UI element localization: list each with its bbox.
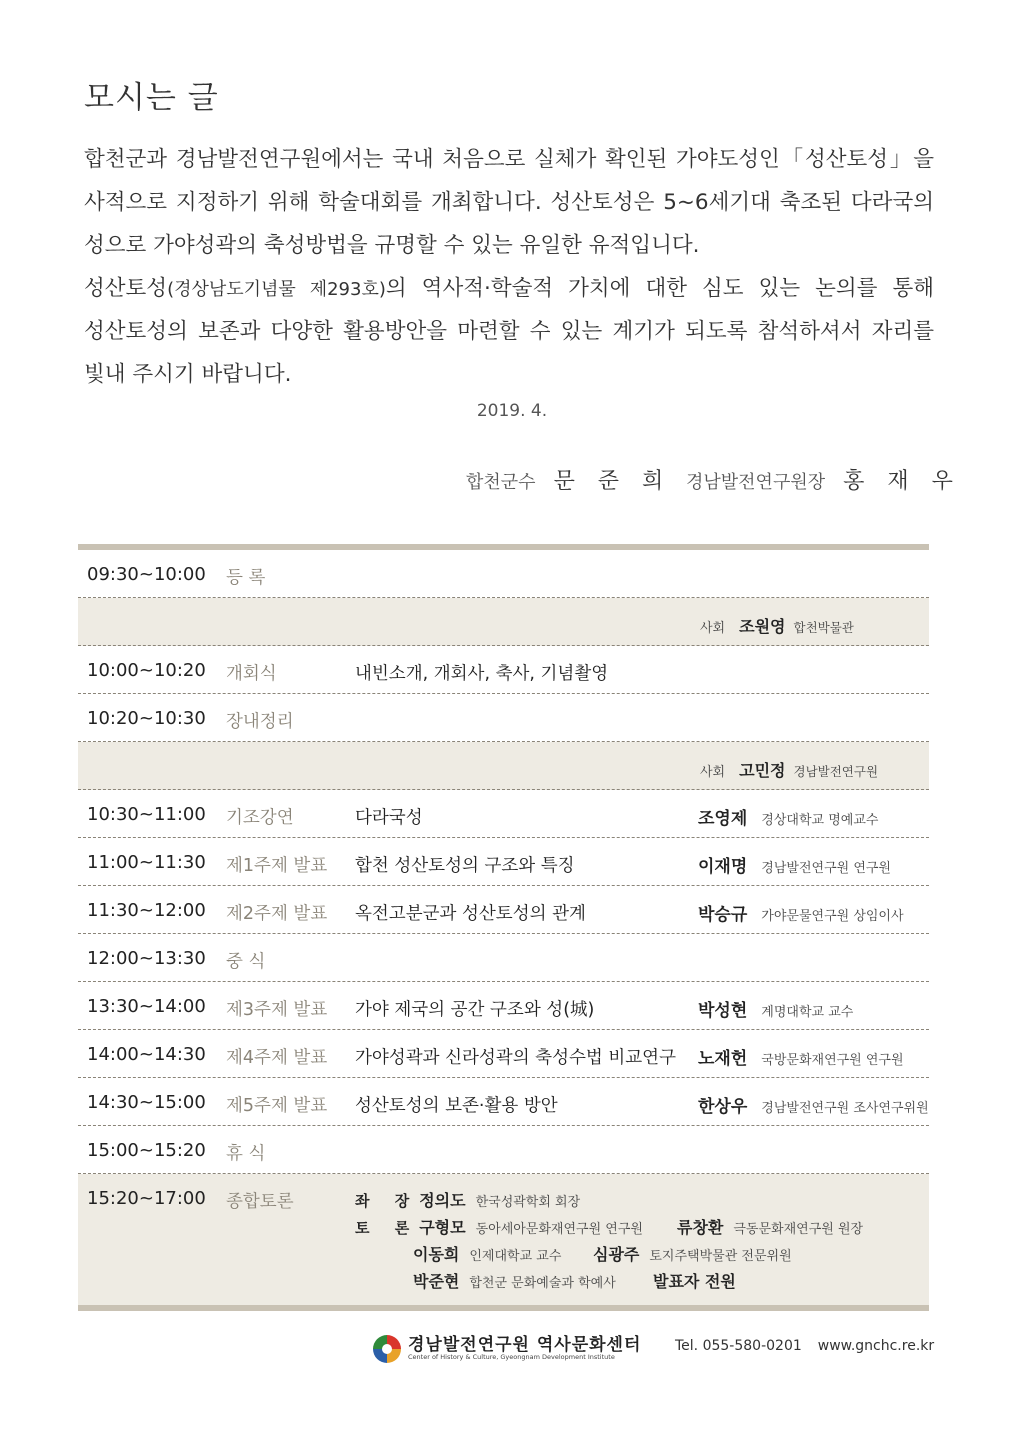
discussant-name: 발표자 전원 (653, 1272, 736, 1291)
presenter-org: 경상대학교 명예교수 (761, 813, 879, 828)
presenter-name: 박승규 (698, 905, 748, 925)
table-row (78, 790, 929, 838)
discussant-org: 동아세아문화재연구원 연구원 (475, 1222, 643, 1237)
presenter (698, 1044, 904, 1069)
presenter-name: 노재헌 (698, 1049, 748, 1069)
invitation-date: 2019. 4. (476, 401, 548, 421)
table-row (78, 886, 929, 934)
presenter-name: 박성현 (698, 1001, 748, 1021)
row-topic: 가야 제국의 공간 구조와 성(城) (355, 1000, 595, 1020)
row-time: 15:00~15:20 (87, 1140, 206, 1161)
presenter-org: 계명대학교 교수 (761, 1005, 854, 1020)
discussant-name: 류창환 (677, 1218, 724, 1237)
presenter (698, 900, 904, 925)
presenter (698, 1092, 929, 1117)
table-row (78, 982, 929, 1030)
table-row (78, 1126, 929, 1174)
footer-org-english: Center of History & Culture, Gyeongnam Development Institute (408, 1353, 615, 1361)
row-time: 10:30~11:00 (87, 804, 206, 825)
body-line: 합천군과 경남발전연구원에서는 국내 처음으로 실체가 확인된 가야도성인「성산토성」을 (84, 147, 934, 172)
row-category: 중 식 (226, 952, 266, 972)
presenter-org: 국방문화재연구원 연구원 (761, 1053, 904, 1068)
discussant-name: 이동희 (413, 1245, 460, 1264)
moderator-label: 사회 (700, 765, 726, 780)
discussant-name: 심광주 (593, 1245, 640, 1264)
table-row (78, 1030, 929, 1078)
moderator-row (78, 598, 929, 646)
row-category: 제2주제 발표 (226, 904, 328, 924)
row-time: 15:20~17:00 (87, 1188, 206, 1209)
discussant (413, 1269, 616, 1292)
discussion-row (78, 1174, 929, 1305)
discussant (593, 1242, 792, 1265)
chair (355, 1188, 580, 1211)
presenter-org: 경남발전연구원 조사연구위원 (761, 1101, 929, 1116)
moderator-label: 사회 (700, 621, 726, 636)
moderator-org: 경남발전연구원 (793, 764, 879, 779)
institute-logo-icon (370, 1332, 404, 1366)
invitation-body (84, 138, 934, 396)
footer (370, 1330, 935, 1370)
signer-title: 경남발전연구원장 (686, 472, 826, 493)
signer-name: 문 준 희 (553, 469, 672, 494)
page-title: 모시는 글 (84, 80, 219, 116)
presenter (698, 996, 853, 1021)
row-category: 제3주제 발표 (226, 1000, 328, 1020)
presenter-org: 가야문물연구원 상임이사 (761, 909, 904, 924)
role-label: 토 론 (355, 1219, 420, 1237)
signer (686, 464, 961, 495)
footer-tel: Tel. 055-580-0201 (675, 1338, 802, 1354)
row-time: 11:00~11:30 (87, 852, 206, 873)
discussant (677, 1215, 863, 1238)
row-time: 13:30~14:00 (87, 996, 206, 1017)
chair-name: 정의도 (419, 1191, 466, 1210)
row-category: 제5주제 발표 (226, 1096, 328, 1116)
presenter-name: 조영제 (698, 809, 748, 829)
row-category: 제4주제 발표 (226, 1048, 328, 1068)
discussant (653, 1269, 736, 1292)
table-row (78, 550, 929, 598)
row-time: 14:30~15:00 (87, 1092, 206, 1113)
moderator (700, 758, 878, 781)
row-category: 휴 식 (226, 1144, 266, 1164)
row-category: 제1주제 발표 (226, 856, 328, 876)
discussant-org: 토지주택박물관 전문위원 (649, 1249, 792, 1264)
row-category: 개회식 (226, 664, 277, 684)
row-time: 11:30~12:00 (87, 900, 206, 921)
row-time: 12:00~13:30 (87, 948, 206, 969)
row-topic: 내빈소개, 개회사, 축사, 기념촬영 (355, 664, 609, 684)
discussant-org: 인제대학교 교수 (469, 1249, 562, 1264)
row-category: 기조강연 (226, 808, 294, 828)
body-text-segment: (경상남도기념물 제293호) (167, 279, 386, 300)
table-row (78, 1078, 929, 1126)
row-topic: 합천 성산토성의 구조와 특징 (355, 856, 575, 876)
table-row (78, 694, 929, 742)
row-topic: 다라국성 (355, 808, 423, 828)
table-bottom-border (78, 1305, 929, 1311)
footer-website[interactable]: www.gnchc.re.kr (817, 1338, 935, 1354)
discussant (413, 1242, 561, 1265)
discussant (355, 1215, 643, 1238)
row-topic: 가야성곽과 신라성곽의 축성수법 비교연구 (355, 1048, 676, 1068)
body-text-segment: 성산토성 (84, 276, 168, 301)
table-row (78, 646, 929, 694)
row-category: 종합토론 (226, 1192, 294, 1212)
row-time: 14:00~14:30 (87, 1044, 206, 1065)
row-time: 10:20~10:30 (87, 708, 206, 729)
presenter-name: 한상우 (698, 1097, 748, 1117)
body-line: 사적으로 지정하기 위해 학술대회를 개최합니다. 성산토성은 5~6세기대 축조된 다라국의 (84, 190, 934, 215)
table-row (78, 838, 929, 886)
signer (466, 464, 671, 495)
row-time: 09:30~10:00 (87, 564, 206, 585)
body-line (84, 267, 934, 310)
row-topic: 옥전고분군과 성산토성의 관계 (355, 904, 586, 924)
discussant-org: 극동문화재연구원 원장 (733, 1222, 864, 1237)
presenter (698, 804, 878, 829)
discussant-name: 박준현 (413, 1272, 460, 1291)
footer-org-name: 경남발전연구원 역사문화센터 (408, 1335, 642, 1355)
presenter-name: 이재명 (698, 857, 748, 877)
row-category: 장내정리 (226, 712, 294, 732)
body-line: 성산토성의 보존과 다양한 활용방안을 마련할 수 있는 계기가 되도록 참석하셔서 자리를 (84, 319, 934, 344)
discussant-name: 구형모 (419, 1218, 466, 1237)
discussant-org: 합천군 문화예술과 학예사 (469, 1276, 616, 1291)
moderator-name: 고민정 (739, 761, 786, 780)
table-row (78, 934, 929, 982)
schedule-table (78, 544, 929, 1311)
chair-org: 한국성곽학회 회장 (475, 1195, 581, 1210)
moderator-row (78, 742, 929, 790)
moderator-name: 조원영 (739, 617, 786, 636)
signer-title: 합천군수 (466, 472, 536, 493)
row-time: 10:00~10:20 (87, 660, 206, 681)
role-label: 좌 장 (355, 1192, 420, 1210)
moderator-org: 합천박물관 (793, 620, 854, 635)
moderator (700, 614, 854, 637)
row-topic: 성산토성의 보존·활용 방안 (355, 1096, 558, 1116)
presenter (698, 852, 891, 877)
body-text-segment: 의 역사적·학술적 가치에 대한 심도 있는 논의를 통해 (385, 276, 935, 301)
footer-contact (675, 1338, 934, 1354)
body-line: 빛내 주시기 바랍니다. (84, 362, 292, 387)
row-category: 등 록 (226, 568, 266, 588)
signer-name: 홍 재 우 (843, 469, 961, 494)
presenter-org: 경남발전연구원 연구원 (761, 861, 891, 876)
body-line: 성으로 가야성곽의 축성방법을 규명할 수 있는 유일한 유적입니다. (84, 233, 700, 258)
